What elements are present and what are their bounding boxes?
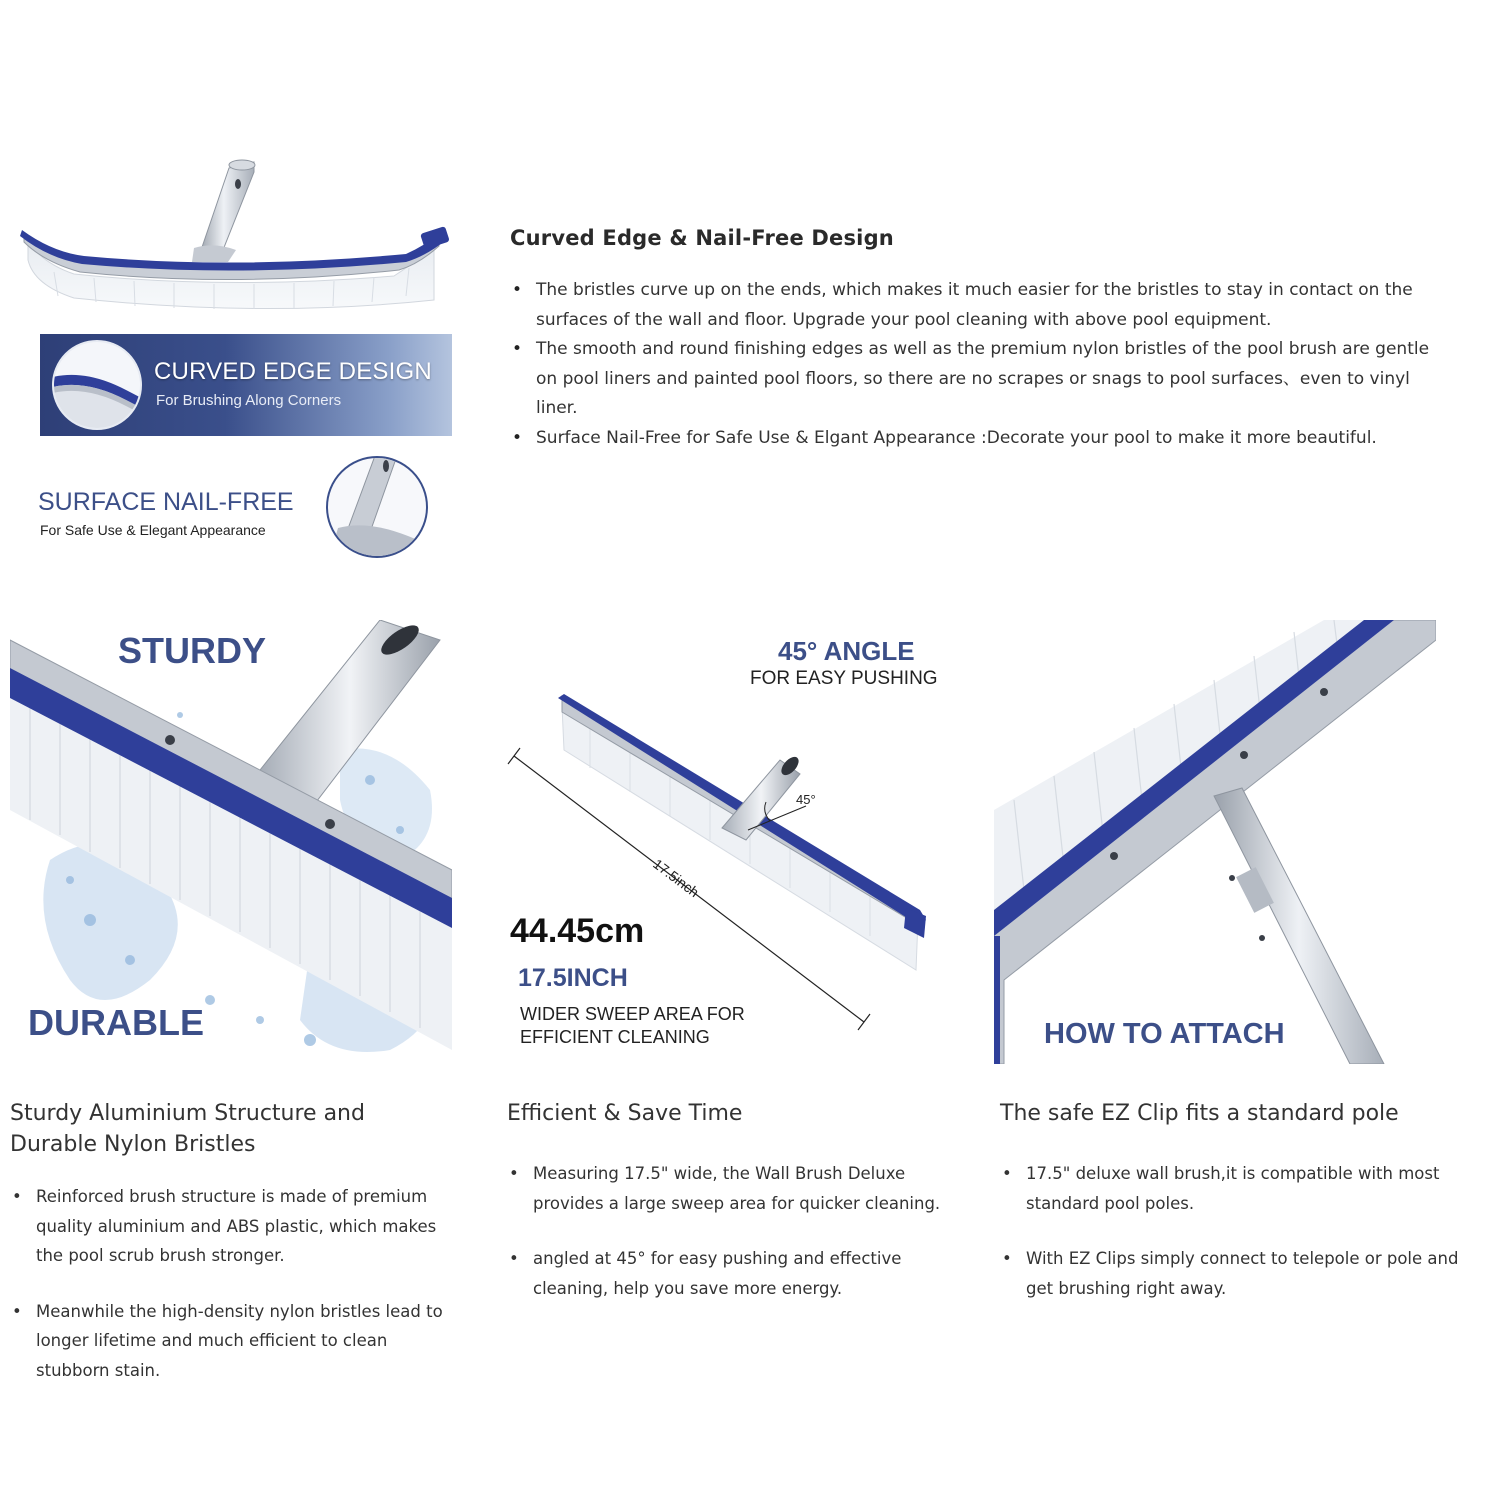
list-item: • The smooth and round finishing edges as well as the premium nylon bristles of the pool brush are gentle on pool liners and painted pool floors, so there are no scrapes or snags to pool surfaces、even to vinyl liner. <box>510 335 1450 424</box>
sturdy-title-line-2: Durable Nylon Bristles <box>10 1132 256 1157</box>
sweep-caption-line-2: EFFICIENT CLEANING <box>520 1027 710 1047</box>
sturdy-feature-column <box>10 1098 460 1411</box>
nail-free-subtitle: For Safe Use & Elegant Appearance <box>40 522 266 538</box>
list-item: • Meanwhile the high-density nylon bristles lead to longer lifetime and much efficient to clean stubborn stain. <box>10 1297 460 1386</box>
banner-title: CURVED EDGE DESIGN <box>154 358 432 385</box>
angle-subtitle: FOR EASY PUSHING <box>750 668 938 689</box>
sturdy-label: STURDY <box>118 630 267 671</box>
sturdy-bullet-list <box>10 1182 460 1385</box>
efficient-feature-title: Efficient & Save Time <box>507 1101 743 1126</box>
curved-edge-banner <box>40 334 452 436</box>
design-description <box>510 226 1450 453</box>
efficient-bullet-list <box>507 1159 957 1303</box>
list-item: • Surface Nail-Free for Safe Use & Elgant Appearance :Decorate your pool to make it more beautiful. <box>510 424 1450 454</box>
list-item: • Measuring 17.5" wide, the Wall Brush Deluxe provides a large sweep area for quicker cleaning. <box>507 1159 957 1218</box>
ez-clip-bullet-list <box>1000 1159 1470 1303</box>
ez-clip-feature-column <box>1000 1098 1470 1329</box>
durable-label: DURABLE <box>28 1002 204 1043</box>
design-heading: Curved Edge & Nail-Free Design <box>510 226 894 250</box>
list-item: • angled at 45° for easy pushing and effective cleaning, help you save more energy. <box>507 1244 957 1303</box>
dimension-mark: 17.5inch <box>650 855 703 901</box>
width-inch-label: 17.5INCH <box>518 964 628 992</box>
efficient-feature-column <box>507 1098 957 1329</box>
list-item: • 17.5" deluxe wall brush,it is compatible with most standard pool poles. <box>1000 1159 1470 1218</box>
how-to-attach-image <box>994 620 1436 1064</box>
sturdy-title-line-1: Sturdy Aluminium Structure and <box>10 1101 365 1126</box>
angle-mark: 45° <box>796 792 816 807</box>
sweep-caption-line-1: WIDER SWEEP AREA FOR <box>520 1004 745 1024</box>
nail-free-title: SURFACE NAIL-FREE <box>38 488 294 516</box>
list-item: • The bristles curve up on the ends, which makes it much easier for the bristles to stay in contact on the surfaces of the wall and floor. Upgrade your pool cleaning with above pool equipment. <box>510 276 1450 335</box>
curved-edge-closeup-image <box>52 340 142 430</box>
ez-clip-feature-title: The safe EZ Clip fits a standard pole <box>1000 1101 1399 1126</box>
width-cm-label: 44.45cm <box>510 912 645 950</box>
angle-title: 45° ANGLE <box>778 636 915 666</box>
design-bullet-list <box>510 276 1450 453</box>
banner-subtitle: For Brushing Along Corners <box>156 392 342 409</box>
curved-brush-image <box>14 150 454 325</box>
list-item: • Reinforced brush structure is made of premium quality aluminium and ABS plastic, which makes the pool scrub brush stronger. <box>10 1182 460 1271</box>
nail-free-closeup-image <box>326 456 428 558</box>
sturdy-durable-image <box>10 620 452 1064</box>
how-to-attach-label: HOW TO ATTACH <box>1044 1018 1285 1050</box>
list-item: • With EZ Clips simply connect to telepole or pole and get brushing right away. <box>1000 1244 1470 1303</box>
sturdy-feature-title <box>10 1098 460 1160</box>
